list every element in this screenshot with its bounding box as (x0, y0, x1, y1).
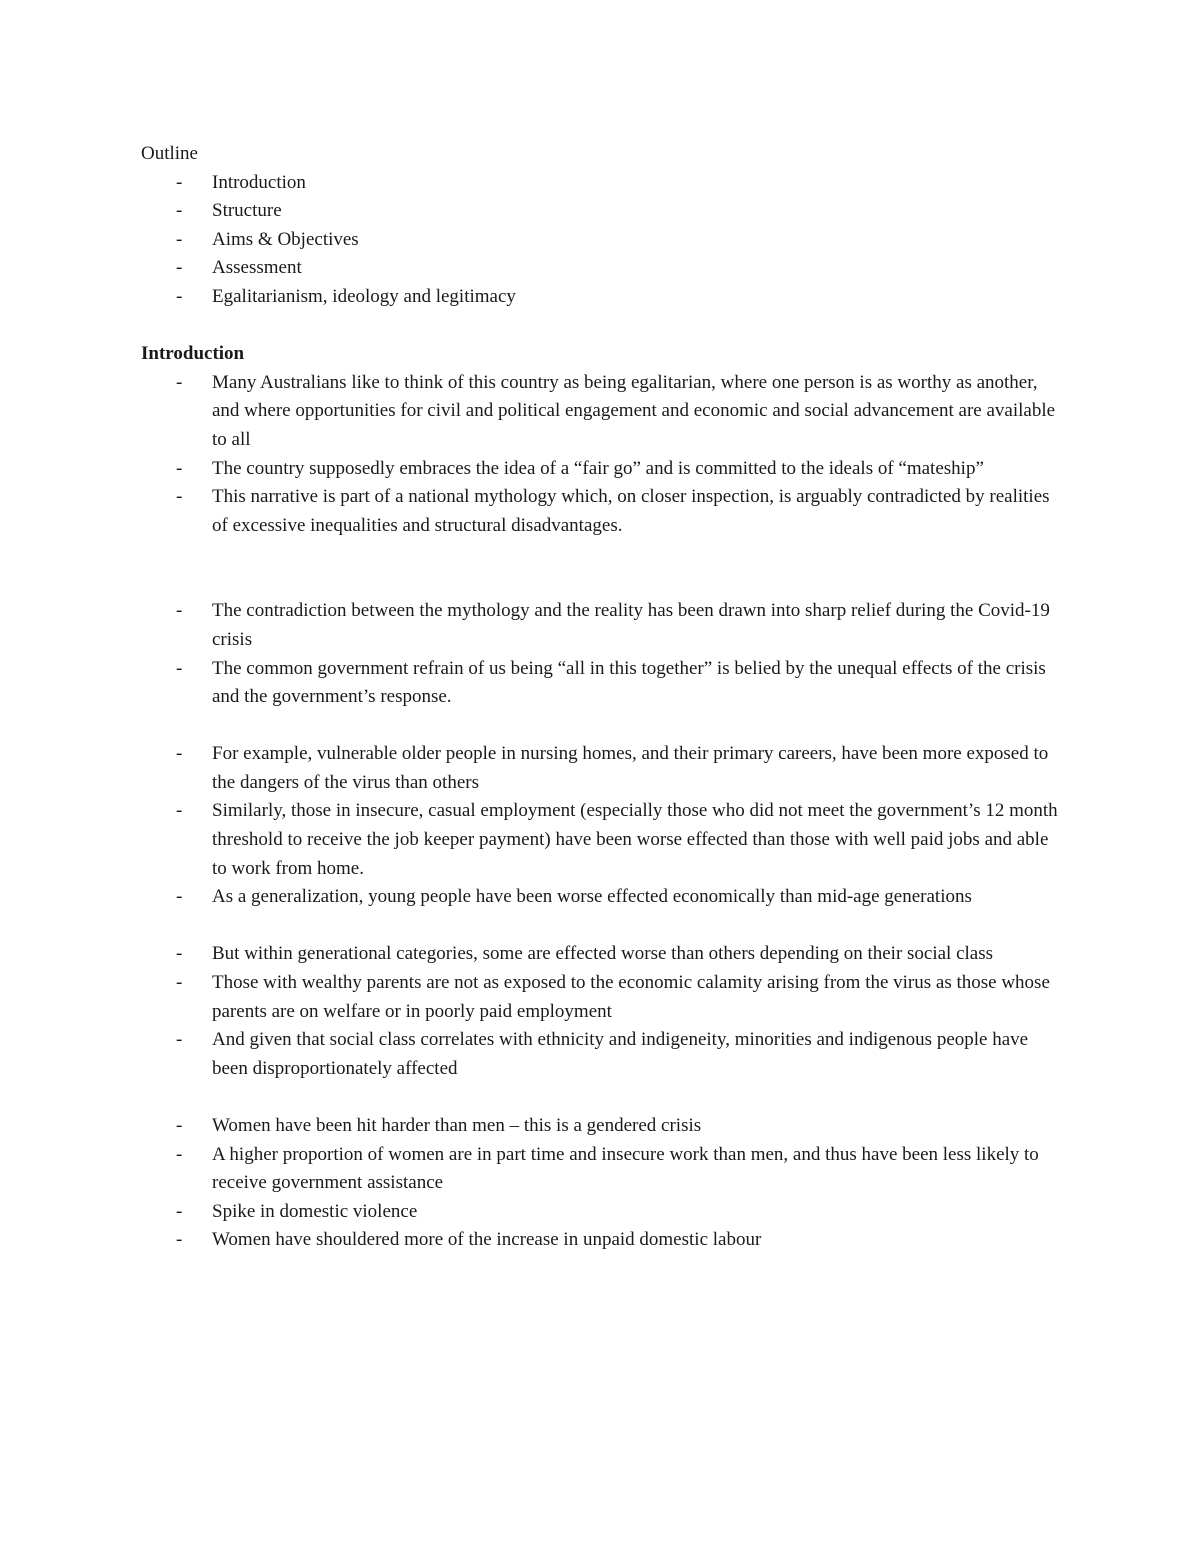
dash-bullet: - (176, 886, 183, 908)
list-item-text: As a generalization, young people have been worse effected economically than mid-age generations (212, 886, 972, 908)
outline-item-text: Structure (212, 200, 282, 222)
introduction-heading: Introduction (141, 343, 245, 365)
outline-item-text: Aims & Objectives (212, 228, 359, 250)
introduction-list-4 (141, 940, 1061, 1083)
list-item-text: The common government refrain of us being “all in this together” is belied by the unequal effects of the crisis and the government’s response. (212, 657, 1046, 708)
list-item (141, 1026, 1061, 1083)
list-item (141, 797, 1061, 883)
outline-item (141, 283, 1061, 312)
list-item-text: Similarly, those in insecure, casual employment (especially those who did not meet the government’s 12 month threshold to receive the job keeper payment) have been worse effected than those with well paid jobs and able to work from home. (212, 800, 1058, 879)
list-item-text: Many Australians like to think of this country as being egalitarian, where one person is as worthy as another, and where opportunities for civil and political engagement and economic and social advancement are available to all (212, 371, 1056, 450)
list-item (141, 969, 1061, 1026)
dash-bullet: - (176, 171, 183, 193)
document-page (141, 140, 1061, 1255)
dash-bullet: - (176, 972, 183, 994)
dash-bullet: - (176, 943, 183, 965)
outline-item (141, 226, 1061, 255)
introduction-list-3 (141, 740, 1061, 912)
list-item (141, 1198, 1061, 1227)
list-item-text: Women have been hit harder than men – this is a gendered crisis (212, 1115, 702, 1136)
outline-item-text: Introduction (212, 171, 306, 193)
outline-item-text: Assessment (212, 257, 302, 279)
spacer (141, 540, 1061, 597)
list-item (141, 740, 1061, 797)
list-item (141, 1112, 1061, 1141)
list-item-text: A higher proportion of women are in part time and insecure work than men, and thus have been less likely to receive government assistance (212, 1143, 1039, 1194)
dash-bullet: - (176, 1115, 183, 1136)
dash-bullet: - (176, 1029, 183, 1051)
spacer (141, 712, 1061, 741)
dash-bullet: - (176, 486, 183, 508)
spacer (141, 1083, 1061, 1112)
outline-list (141, 169, 1061, 312)
list-item-text: This narrative is part of a national mythology which, on closer inspection, is arguably contradicted by realities of excessive inequalities and structural disadvantages. (212, 486, 1050, 536)
list-item-text: The country supposedly embraces the idea of a “fair go” and is committed to the ideals of “mateship” (212, 457, 984, 479)
spacer (141, 912, 1061, 941)
list-item (141, 369, 1061, 455)
list-item-text: Women have shouldered more of the increase in unpaid domestic labour (212, 1229, 762, 1251)
dash-bullet: - (176, 657, 183, 679)
dash-bullet: - (176, 600, 183, 622)
dash-bullet: - (176, 285, 183, 307)
dash-bullet: - (176, 800, 183, 822)
outline-item (141, 197, 1061, 226)
dash-bullet: - (176, 1200, 183, 1222)
list-item (141, 597, 1061, 654)
list-item (141, 940, 1061, 969)
list-item (141, 655, 1061, 712)
spacer (141, 312, 1061, 341)
dash-bullet: - (176, 1143, 183, 1165)
dash-bullet: - (176, 371, 183, 393)
dash-bullet: - (176, 200, 183, 222)
outline-item-text: Egalitarianism, ideology and legitimacy (212, 285, 516, 307)
outline-item (141, 254, 1061, 283)
dash-bullet: - (176, 228, 183, 250)
outline-item (141, 169, 1061, 198)
outline-title: Outline (141, 143, 198, 164)
list-item (141, 455, 1061, 484)
dash-bullet: - (176, 257, 183, 279)
introduction-list-2 (141, 597, 1061, 711)
list-item-text: But within generational categories, some are effected worse than others depending on their social class (212, 943, 994, 965)
list-item-text: For example, vulnerable older people in nursing homes, and their primary careers, have been more exposed to the dangers of the virus than others (212, 743, 1049, 793)
list-item-text: And given that social class correlates with ethnicity and indigeneity, minorities and indigenous people have been disproportionately affected (212, 1029, 1029, 1079)
list-item-text: The contradiction between the mythology and the reality has been drawn into sharp relief during the Covid-19 crisis (212, 600, 1050, 650)
dash-bullet: - (176, 1229, 183, 1251)
introduction-list-5 (141, 1112, 1061, 1255)
list-item-text: Those with wealthy parents are not as exposed to the economic calamity arising from the virus as those whose parents are on welfare or in poorly paid employment (212, 972, 1050, 1022)
dash-bullet: - (176, 743, 183, 765)
list-item (141, 1226, 1061, 1255)
introduction-list-1 (141, 369, 1061, 541)
list-item (141, 483, 1061, 540)
list-item (141, 1141, 1061, 1198)
list-item-text: Spike in domestic violence (212, 1200, 418, 1222)
dash-bullet: - (176, 457, 183, 479)
list-item (141, 883, 1061, 912)
